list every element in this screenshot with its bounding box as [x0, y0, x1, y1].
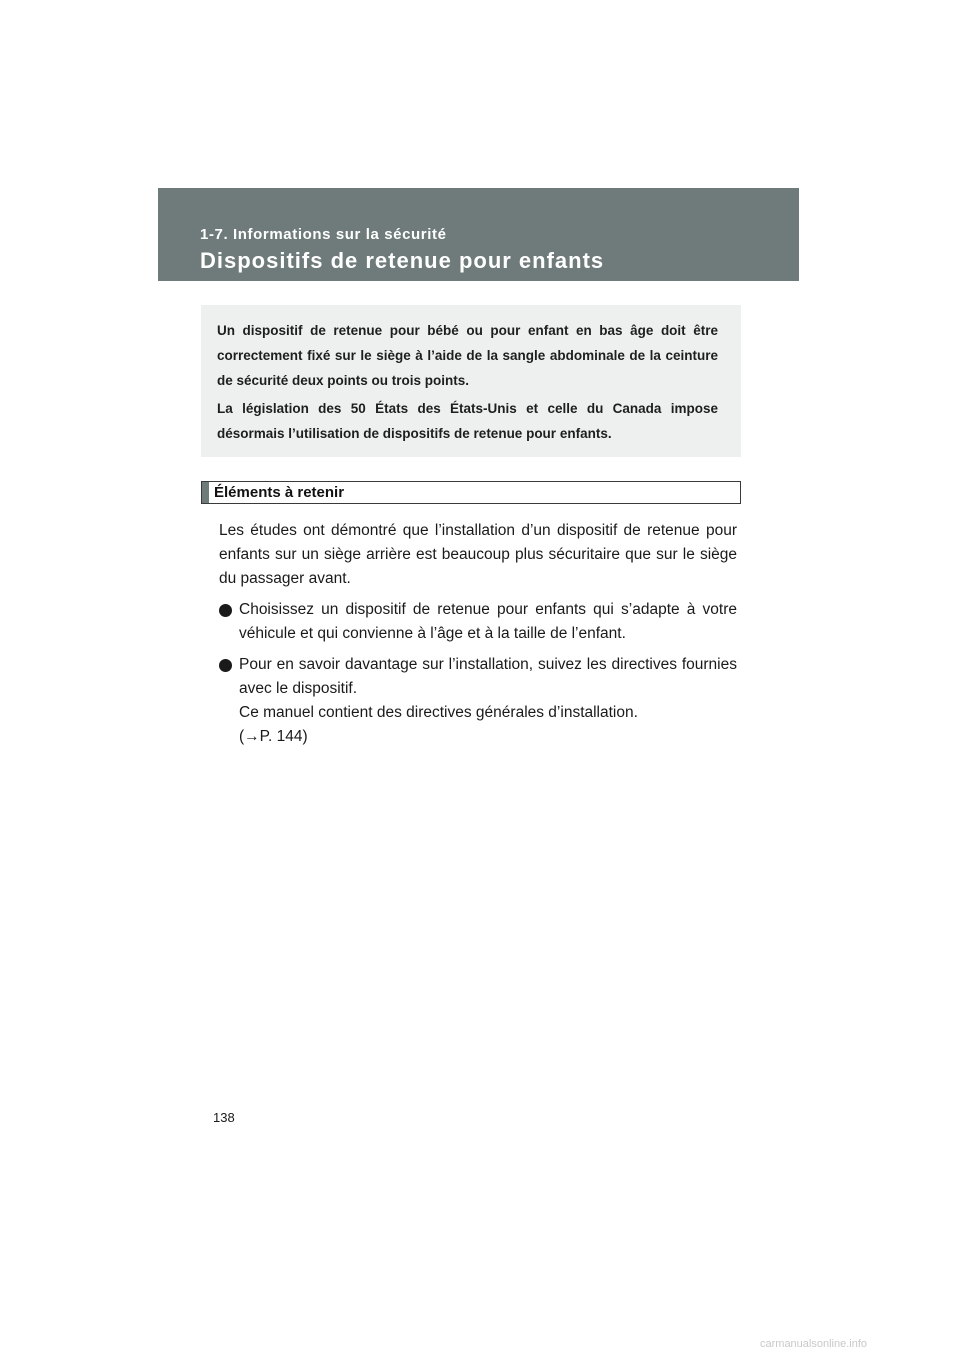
- page-number: 138: [213, 1110, 235, 1125]
- body-paragraph: Les études ont démontré que l’installation d’un dispositif de retenue pour enfants sur un siège arrière est beaucoup plus sécuritaire que sur le siège du passager avant.: [219, 522, 737, 587]
- bullet-dot-icon: [219, 604, 232, 617]
- bullet-item: [219, 598, 737, 646]
- page-title: Dispositifs de retenue pour enfants: [200, 248, 605, 273]
- bullet-text: Pour en savoir davantage sur l’installation, suivez les directives fournies avec le dispositif.: [239, 656, 737, 697]
- page-reference-link[interactable]: (→P. 144): [239, 728, 308, 745]
- chapter-header: [158, 188, 799, 281]
- bullet-note: Ce manuel contient des directives générales d’installation.: [239, 704, 638, 721]
- heading-marker: [202, 482, 209, 503]
- bullet-text: Choisissez un dispositif de retenue pour enfants qui s’adapte à votre véhicule et qui convienne à l’âge et à la taille de l’enfant.: [239, 601, 737, 642]
- section-heading: [201, 481, 741, 504]
- section-heading-text: Éléments à retenir: [214, 484, 345, 501]
- intro-paragraph: Un dispositif de retenue pour bébé ou pour enfant en bas âge doit être correctement fixé sur le siège à l’aide de la sangle abdominale de la ceinture de sécurité deux points ou trois points.: [217, 323, 718, 388]
- bullet-item: [219, 653, 737, 749]
- watermark: carmanualsonline.info: [760, 1338, 868, 1350]
- section-label: 1-7. Informations sur la sécurité: [200, 226, 447, 243]
- intro-paragraph: La législation des 50 États des États-Unis et celle du Canada impose désormais l’utilisation de dispositifs de retenue pour enfants.: [217, 401, 718, 441]
- bullet-dot-icon: [219, 659, 232, 672]
- intro-box: [201, 305, 741, 457]
